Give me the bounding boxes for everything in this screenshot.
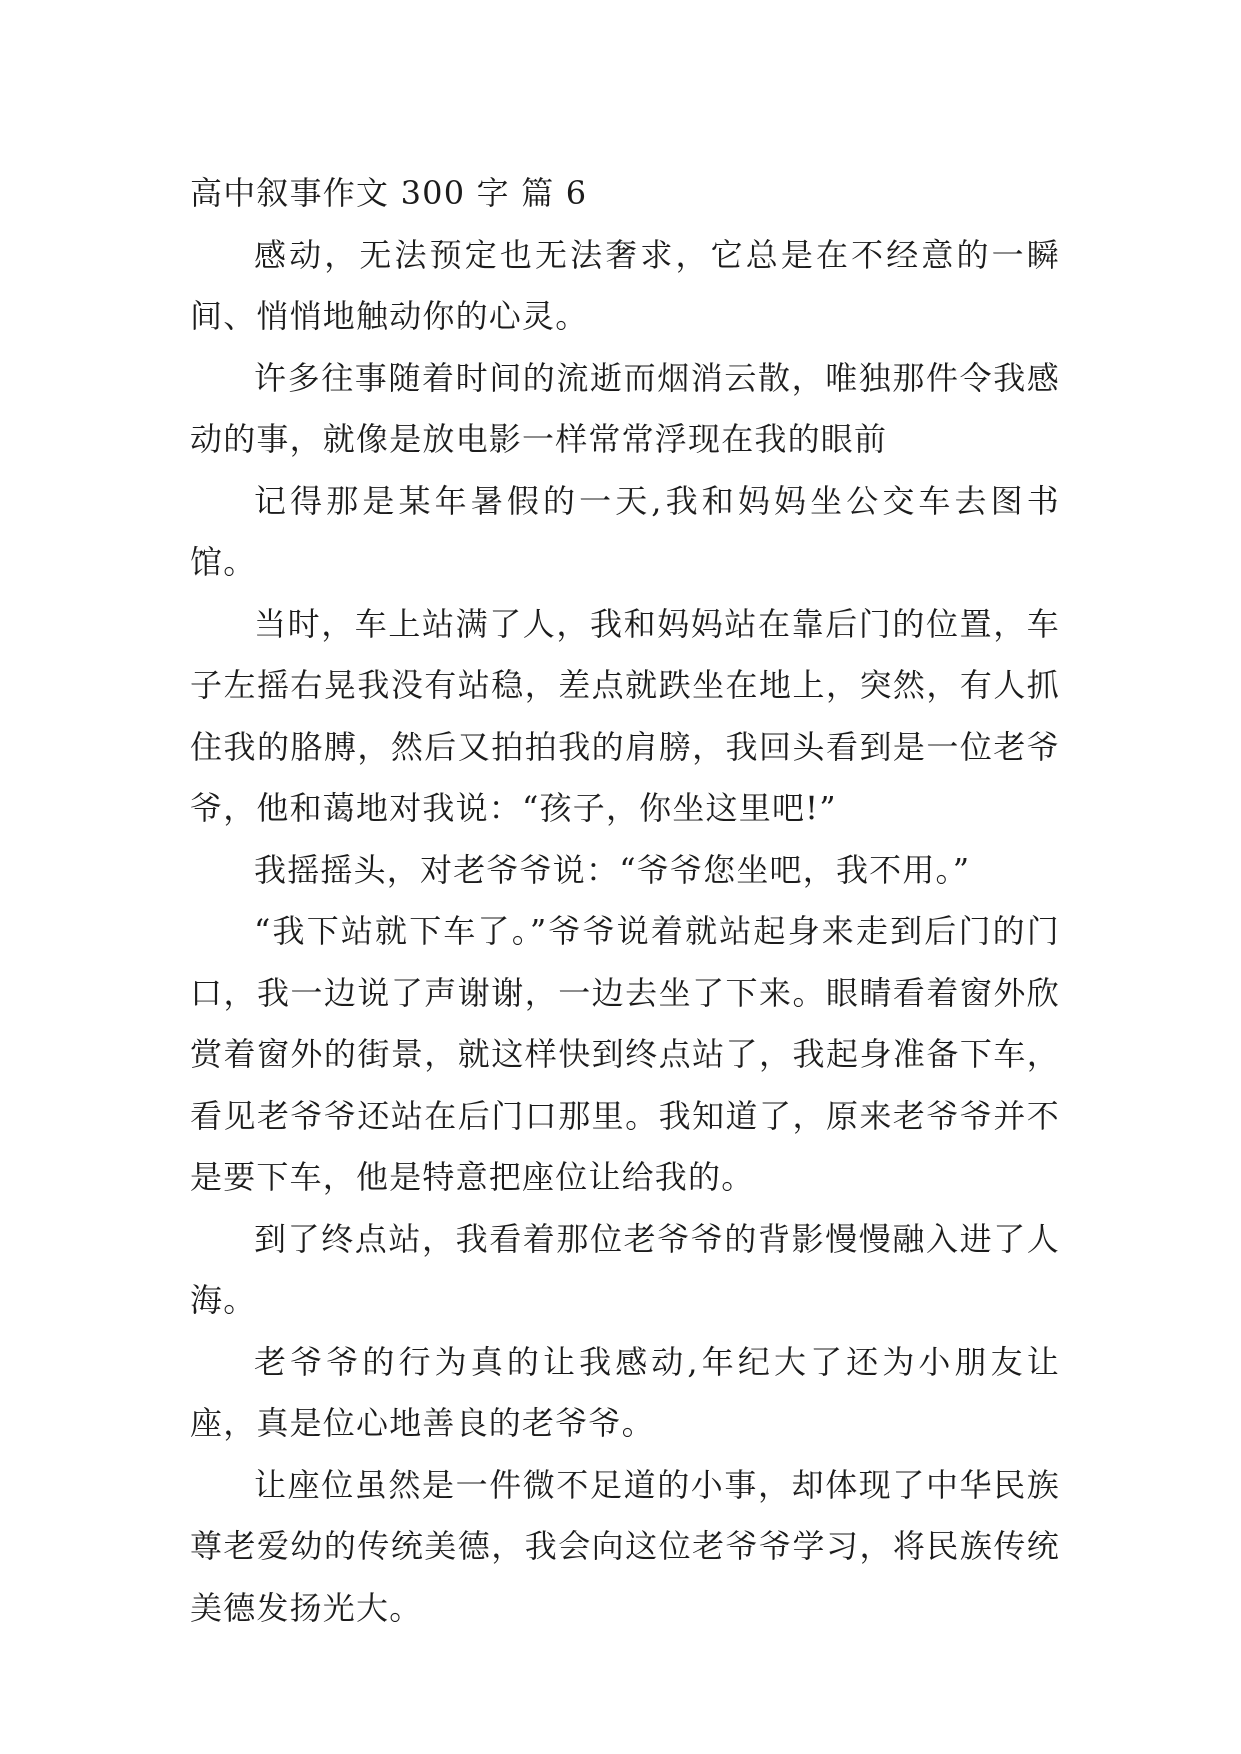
paragraph-9: 让座位虽然是一件微不足道的小事，却体现了中华民族尊老爱幼的传统美德，我会向这位老爷爷学习，将民族传统美德发扬光大。 xyxy=(190,1465,1060,1627)
essay-title: 高中叙事作文 300 字 篇 6 xyxy=(190,174,588,212)
paragraph-7: 到了终点站，我看着那位老爷爷的背影慢慢融入进了人海。 xyxy=(190,1219,1060,1319)
paragraph-4: 当时，车上站满了人，我和妈妈站在靠后门的位置，车子左摇右晃我没有站稳，差点就跌坐在地上，突然，有人抓住我的胳膊，然后又拍拍我的肩膀，我回头看到是一位老爷爷，他和蔼地对我说：“孩子，你坐这里吧!” xyxy=(190,604,1060,827)
paragraph-1: 感动，无法预定也无法奢求，它总是在不经意的一瞬间、悄悄地触动你的心灵。 xyxy=(190,235,1060,335)
paragraph-2: 许多往事随着时间的流逝而烟消云散，唯独那件令我感动的事，就像是放电影一样常常浮现在我的眼前 xyxy=(190,358,1060,458)
paragraph-3: 记得那是某年暑假的一天,我和妈妈坐公交车去图书馆。 xyxy=(190,481,1060,581)
paragraph-5: 我摇摇头，对老爷爷说：“爷爷您坐吧，我不用。” xyxy=(254,850,971,889)
paragraph-8: 老爷爷的行为真的让我感动,年纪大了还为小朋友让座，真是位心地善良的老爷爷。 xyxy=(190,1342,1060,1442)
paragraph-6: “我下站就下车了。”爷爷说着就站起身来走到后门的门口，我一边说了声谢谢，一边去坐了下来。眼睛看着窗外欣赏着窗外的街景，就这样快到终点站了，我起身准备下车，看见老爷爷还站在后门口那里。我知道了，原来老爷爷并不是要下车，他是特意把座位让给我的。 xyxy=(190,912,1060,1196)
essay-body xyxy=(190,163,1060,1639)
